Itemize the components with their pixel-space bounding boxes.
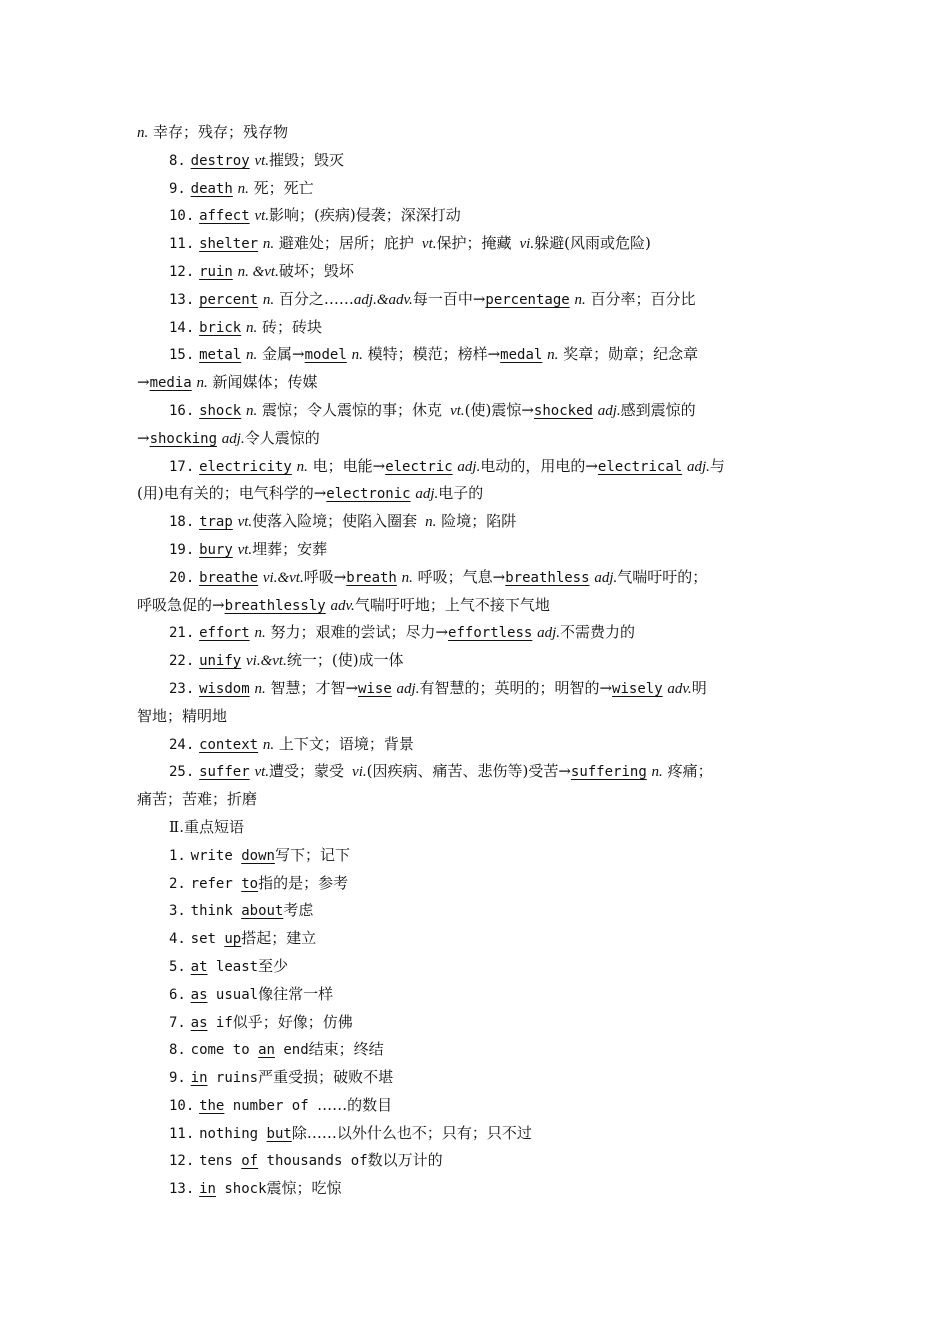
vocab-word: breath: [346, 569, 397, 586]
vocab-word: wise: [358, 680, 392, 697]
definition: 保护；掩藏: [436, 234, 512, 253]
phrases-heading: Ⅱ.重点短语: [169, 817, 244, 836]
part-of-speech: adv.: [667, 680, 692, 697]
definition: 至少: [258, 956, 289, 975]
definition: 疼痛；: [667, 762, 713, 781]
item-number: 9.: [169, 1070, 186, 1087]
item-number: 5.: [169, 958, 186, 975]
definition: 不需费力的: [560, 623, 636, 642]
definition: 似乎；好像；仿佛: [232, 1012, 353, 1031]
vocab-item-19: [137, 536, 827, 564]
definition: (使)震惊→: [464, 400, 534, 419]
part-of-speech: n.: [254, 625, 266, 642]
phrase-text: ruins: [207, 1070, 259, 1087]
definition: 除……以外什么也不；只有；只不过: [291, 1123, 532, 1142]
vocab-word: electric: [385, 458, 453, 475]
definition: 破坏；毁坏: [278, 261, 354, 280]
phrase-text: shock: [215, 1181, 267, 1198]
definition: 险境；陷阱: [441, 512, 517, 531]
vocab-word: shocking: [149, 430, 218, 447]
vocab-item-16-wrap: [137, 425, 827, 453]
phrase-item-8: [137, 1036, 827, 1064]
part-of-speech: adj.: [415, 486, 439, 503]
definition: 避难处；居所；庇护: [278, 234, 414, 253]
vocab-word: destroy: [190, 152, 250, 169]
part-of-speech: vt.: [237, 514, 253, 531]
vocab-word: ruin: [199, 263, 233, 280]
part-of-speech: n. &vt.: [237, 263, 279, 280]
phrase-text: usual: [207, 986, 259, 1003]
item-number: 10.: [169, 1097, 195, 1114]
part-of-speech: adj.: [221, 430, 245, 447]
vocab-item-15-wrap: [137, 369, 827, 397]
vocab-item-23: [137, 675, 827, 703]
part-of-speech: vi.: [352, 764, 367, 781]
definition: 严重受损；破败不堪: [258, 1068, 394, 1087]
vocab-word: electronic: [326, 486, 411, 503]
item-number: 13.: [169, 1181, 195, 1198]
vocab-word: medal: [500, 347, 543, 364]
text: 呼吸急促的→: [137, 595, 225, 614]
vocab-item-14: [137, 314, 827, 342]
vocab-item-15: [137, 341, 827, 369]
definition: 砖；砖块: [262, 317, 323, 336]
phrase-text: nothing: [199, 1125, 267, 1142]
vocab-word: suffering: [570, 764, 647, 781]
phrase-blank-answer: up: [224, 931, 242, 948]
item-number: 10.: [169, 208, 195, 225]
vocab-word: effort: [199, 625, 250, 642]
vocab-word: effortless: [448, 625, 533, 642]
vocab-item-23-wrap: [137, 703, 827, 731]
item-number: 15.: [169, 347, 195, 364]
definition: 呼吸→: [303, 567, 347, 586]
document-content: [137, 119, 827, 1203]
arrow-symbol: →: [137, 428, 150, 447]
definition: 搭起；建立: [241, 929, 317, 948]
item-number: 12.: [169, 263, 195, 280]
phrase-item-12: [137, 1147, 827, 1175]
vocab-word: model: [304, 347, 347, 364]
vocab-word: death: [190, 180, 233, 197]
definition: 模特；模范；榜样→: [367, 345, 501, 364]
part-of-speech: n.: [651, 764, 663, 781]
part-of-speech: vt.: [254, 764, 270, 781]
phrase-item-2: [137, 870, 827, 898]
item-number: 22.: [169, 653, 195, 670]
item-number: 17.: [169, 458, 195, 475]
part-of-speech: n.: [401, 569, 413, 586]
definition: 遭受；蒙受: [269, 762, 345, 781]
item-number: 7.: [169, 1014, 186, 1031]
part-of-speech: n.: [254, 680, 266, 697]
item-number: 18.: [169, 514, 195, 531]
phrase-text: least: [207, 958, 259, 975]
part-of-speech: n.: [246, 402, 258, 419]
item-number: 12.: [169, 1153, 195, 1170]
phrase-text: tens: [199, 1153, 242, 1170]
definition: 统一；(使)成一体: [286, 651, 404, 670]
arrow-symbol: →: [137, 373, 150, 392]
item-number: 9.: [169, 180, 186, 197]
item-number: 20.: [169, 569, 195, 586]
part-of-speech: adj.: [597, 402, 621, 419]
item-number: 6.: [169, 986, 186, 1003]
vocab-item-17: [137, 453, 827, 481]
vocab-word: shelter: [199, 236, 259, 253]
phrase-blank-answer: to: [241, 875, 259, 892]
definition: 明: [691, 678, 707, 697]
phrase-blank-answer: at: [190, 958, 208, 975]
definition: 感到震惊的: [620, 400, 696, 419]
vocab-word: trap: [199, 514, 233, 531]
item-number: 23.: [169, 680, 195, 697]
phrase-blank-answer: down: [241, 847, 275, 864]
definition: 震惊；吃惊: [266, 1179, 342, 1198]
part-of-speech: n.: [425, 514, 437, 531]
vocab-item-11: [137, 230, 827, 258]
phrase-text: think: [190, 903, 242, 920]
definition: 结束；终结: [308, 1040, 384, 1059]
item-number: 4.: [169, 931, 186, 948]
phrase-item-6: [137, 981, 827, 1009]
part-of-speech: vt.: [254, 152, 270, 169]
phrase-blank-answer: in: [190, 1070, 208, 1087]
definition: 指的是；参考: [258, 873, 349, 892]
vocab-word: percentage: [485, 291, 570, 308]
vocab-item-9: [137, 175, 827, 203]
vocab-item-18: [137, 508, 827, 536]
definition: ……的数目: [317, 1095, 393, 1114]
part-of-speech: vt.: [421, 236, 437, 253]
item-number: 8.: [169, 152, 186, 169]
item-number: 19.: [169, 541, 195, 558]
item-number: 13.: [169, 291, 195, 308]
item-number: 1.: [169, 847, 186, 864]
definition: 有智慧的；英明的；明智的→: [419, 678, 613, 697]
part-of-speech: vt.: [450, 402, 465, 419]
vocab-word: electricity: [199, 458, 292, 475]
definition: 写下；记下: [274, 845, 350, 864]
phrase-item-9: [137, 1064, 827, 1092]
vocab-item-22: [137, 647, 827, 675]
phrase-item-1: [137, 842, 827, 870]
part-of-speech: vi.&vt.: [246, 653, 287, 670]
definition: 百分率；百分比: [590, 289, 696, 308]
vocab-word: shock: [199, 402, 242, 419]
vocab-item-24: [137, 731, 827, 759]
text: 痛苦；苦难；折磨: [137, 790, 258, 809]
part-of-speech: vt.: [237, 541, 253, 558]
item-number: 25.: [169, 764, 195, 781]
item-number: 14.: [169, 319, 195, 336]
phrase-blank-answer: the: [199, 1097, 225, 1114]
phrase-blank-answer: as: [190, 1014, 208, 1031]
part-of-speech: vi.&vt.: [262, 569, 304, 586]
part-of-speech: adj.: [457, 458, 481, 475]
phrase-item-7: [137, 1009, 827, 1037]
part-of-speech: adj.: [537, 625, 561, 642]
vocab-item-16: [137, 397, 827, 425]
definition: 电子的: [438, 484, 484, 503]
definition: 气喘吁吁地；上气不接下气地: [354, 595, 550, 614]
definition: 摧毁；毁灭: [269, 150, 345, 169]
phrase-text: end: [274, 1042, 309, 1059]
phrase-item-11: [137, 1120, 827, 1148]
part-of-speech: n.: [547, 347, 559, 364]
definition: 躲避(风雨或危险): [534, 234, 651, 253]
part-of-speech: adj.&adv.: [353, 291, 413, 308]
vocab-item-20-wrap: [137, 592, 827, 620]
vocab-word: breathe: [199, 569, 259, 586]
vocab-word: percent: [199, 291, 259, 308]
vocab-word: suffer: [199, 764, 250, 781]
definition: 百分之……: [278, 289, 354, 308]
phrase-item-3: [137, 897, 827, 925]
part-of-speech: n.: [237, 180, 249, 197]
definition: 考虑: [283, 901, 314, 920]
definition: 电动的，用电的→: [480, 456, 598, 475]
definition: 死；死亡: [253, 178, 314, 197]
phrase-item-10: [137, 1092, 827, 1120]
definition: 呼吸；气息→: [417, 567, 506, 586]
part-of-speech: n.: [262, 736, 275, 753]
phrase-text: thousands of: [258, 1153, 368, 1170]
phrase-item-4: [137, 925, 827, 953]
part-of-speech: adj.: [396, 680, 420, 697]
definition: 幸存；残存；残存物: [153, 123, 289, 141]
vocab-item-17-wrap: [137, 480, 827, 508]
phrase-blank-answer: an: [258, 1042, 275, 1059]
part-of-speech: n.: [351, 347, 363, 364]
phrase-blank-answer: as: [190, 986, 208, 1003]
phrase-text: set: [190, 931, 225, 948]
vocab-word: wisdom: [199, 680, 250, 697]
phrase-blank-answer: in: [199, 1181, 216, 1198]
definition: 每一百中→: [412, 289, 486, 308]
definition: 使落入险境；使陷入圈套: [252, 512, 418, 531]
part-of-speech: n.: [196, 375, 208, 392]
definition: 数以万计的: [367, 1151, 443, 1170]
text: (用)电有关的；电气科学的→: [137, 484, 327, 503]
item-number: 11.: [169, 236, 195, 253]
definition: 影响；(疾病)侵袭；深深打动: [269, 206, 461, 225]
part-of-speech: n.: [296, 458, 308, 475]
definition: 智慧；才智→: [270, 678, 359, 697]
definition: (因疾病、痛苦、悲伤等)受苦→: [366, 762, 571, 781]
definition: 新闻媒体；传媒: [212, 373, 318, 392]
phrase-text: write: [190, 847, 242, 864]
definition: 上下文；语境；背景: [278, 734, 414, 753]
vocab-item-10: [137, 202, 827, 230]
vocab-word: unify: [199, 653, 242, 670]
vocab-word: bury: [199, 541, 233, 558]
vocab-item-20: [137, 564, 827, 592]
definition: 努力；艰难的尝试；尽力→: [270, 623, 449, 642]
phrase-text: refer: [190, 875, 242, 892]
part-of-speech: adv.: [330, 597, 355, 614]
definition: 埋葬；安葬: [252, 539, 328, 558]
phrase-item-5: [137, 953, 827, 981]
vocab-word: context: [199, 736, 259, 753]
vocab-word: breathless: [505, 569, 590, 586]
phrase-text: if: [207, 1014, 233, 1031]
definition: 令人震惊的: [244, 428, 320, 447]
part-of-speech: n.: [262, 236, 275, 253]
vocab-word: breathlessly: [224, 597, 326, 614]
vocab-item-8: [137, 147, 827, 175]
part-of-speech: n.: [246, 347, 258, 364]
definition: 金属→: [262, 345, 305, 364]
part-of-speech: n.: [262, 291, 275, 308]
part-of-speech: vt.: [254, 208, 270, 225]
vocab-item-21: [137, 619, 827, 647]
vocab-word: shocked: [533, 402, 593, 419]
phrase-blank-answer: but: [266, 1125, 292, 1142]
item-number: 2.: [169, 875, 186, 892]
item-number: 3.: [169, 903, 186, 920]
part-of-speech: adj.: [686, 458, 710, 475]
vocab-word: brick: [199, 319, 242, 336]
part-of-speech: n.: [246, 319, 258, 336]
vocab-word: affect: [199, 208, 250, 225]
item-number: 16.: [169, 402, 195, 419]
item-number: 8.: [169, 1042, 186, 1059]
part-of-speech: adj.: [594, 569, 618, 586]
phrase-text: number of: [224, 1097, 318, 1114]
vocab-word: electrical: [597, 458, 683, 475]
vocab-item-25-wrap: [137, 786, 827, 814]
definition: 气喘吁吁的；: [617, 567, 708, 586]
vocab-item-12: [137, 258, 827, 286]
definition: 电；电能→: [312, 456, 386, 475]
item-number: 11.: [169, 1125, 195, 1142]
phrase-text: come to: [190, 1042, 259, 1059]
text: 智地；精明地: [137, 706, 228, 725]
vocab-item-13: [137, 286, 827, 314]
definition: 奖章；勋章；纪念章: [563, 345, 699, 364]
part-of-speech: n.: [574, 291, 586, 308]
part-of-speech: vi.: [519, 236, 535, 253]
phrase-item-13: [137, 1175, 827, 1203]
vocab-item-7-continuation: [137, 119, 827, 147]
phrase-blank-answer: about: [241, 903, 284, 920]
vocab-item-25: [137, 758, 827, 786]
item-number: 24.: [169, 736, 195, 753]
definition: 与: [709, 456, 725, 475]
definition: 像往常一样: [258, 984, 334, 1003]
item-number: 21.: [169, 625, 195, 642]
phrase-blank-answer: of: [241, 1153, 259, 1170]
definition: 震惊；令人震惊的事；休克: [262, 400, 443, 419]
vocab-word: media: [149, 375, 192, 392]
vocab-word: metal: [199, 347, 242, 364]
part-of-speech: n.: [137, 125, 149, 141]
vocab-word: wisely: [612, 680, 663, 697]
